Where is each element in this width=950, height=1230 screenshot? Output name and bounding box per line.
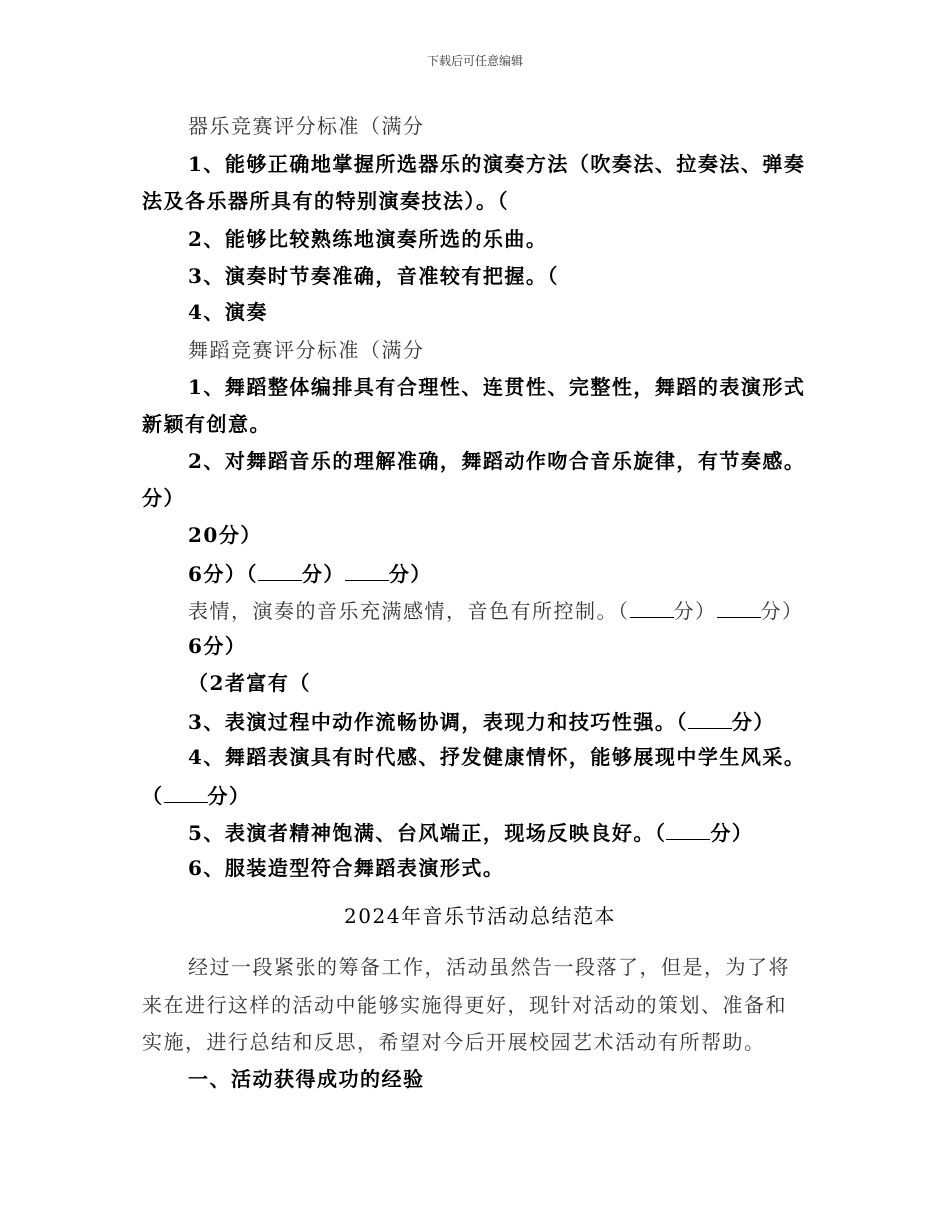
item-text: 5、表演者精神饱满、台风端正，现场反映良好。（ [188,821,667,845]
summary-title: 2024年音乐节活动总结范本 [344,904,616,928]
fragment-20-points: 20分） [188,523,262,547]
instrument-item-1-line-1: 1、能够正确地掌握所选器乐的演奏方法（吹奏法、拉奏法、弹奏 [188,152,806,176]
score-blank [164,784,208,803]
dance-item-2-line-1: 2、对舞蹈音乐的理解准确，舞蹈动作吻合音乐旋律，有节奏感。 [188,449,806,473]
fragment-text: 分） [673,599,717,623]
fragment-text: 分） [301,562,345,586]
instrument-item-4: 4、演奏 [188,300,268,324]
fragment-6-points: 6分） [188,634,247,658]
dance-item-2-line-2: 分） [142,486,185,510]
dance-item-1-line-2: 新颖有创意。 [142,412,271,436]
score-blank [688,710,732,729]
fragment-6-points-blanks [188,562,432,584]
fragment-text: 分） [388,562,432,586]
fragment-expression [188,599,804,621]
item-text: 分） [731,710,775,734]
score-blank [666,821,710,840]
summary-paragraph-line-1: 经过一段紧张的筹备工作，活动虽然告一段落了，但是，为了将 [188,955,790,979]
dance-item-5 [188,821,753,843]
score-blank [345,562,389,581]
instrument-scoring-title: 器乐竞赛评分标准（满分 [188,114,425,138]
instrument-item-2: 2、能够比较熟练地演奏所选的乐曲。 [188,227,548,251]
fragment-rich: （2者富有（ [188,671,311,695]
fragment-text: 表情，演奏的音乐充满感情，音色有所控制。（ [188,599,630,623]
score-blank [717,599,761,618]
dance-item-4-line-2 [142,784,251,806]
dance-item-6: 6、服装造型符合舞蹈表演形式。 [188,856,505,880]
item-text: 分） [207,784,251,808]
dance-item-4-line-1: 4、舞蹈表演具有时代感、抒发健康情怀，能够展现中学生风采。 [188,745,806,769]
item-text: （ [142,784,164,808]
fragment-text: 6分）（ [188,562,258,586]
instrument-item-3: 3、演奏时节奏准确，音准较有把握。（ [188,264,559,288]
dance-item-1-line-1: 1、舞蹈整体编排具有合理性、连贯性、完整性，舞蹈的表演形式 [188,375,806,399]
dance-item-3 [188,710,775,732]
score-blank [258,562,302,581]
instrument-item-1-line-2: 法及各乐器所具有的特别演奏技法）。（ [142,189,509,213]
fragment-text: 分） [760,599,804,623]
download-note-header: 下载后可任意编辑 [426,54,523,68]
dance-scoring-title: 舞蹈竞赛评分标准（满分 [188,338,425,362]
score-blank [630,599,674,618]
summary-paragraph-line-2: 来在进行这样的活动中能够实施得更好，现针对活动的策划、准备和 [142,993,787,1017]
item-text: 分） [710,821,754,845]
summary-paragraph-line-3: 实施，进行总结和反思，希望对今后开展校园艺术活动有所帮助。 [142,1030,766,1054]
section-heading-1: 一、活动获得成功的经验 [188,1067,425,1091]
item-text: 3、表演过程中动作流畅协调，表现力和技巧性强。（ [188,710,688,734]
